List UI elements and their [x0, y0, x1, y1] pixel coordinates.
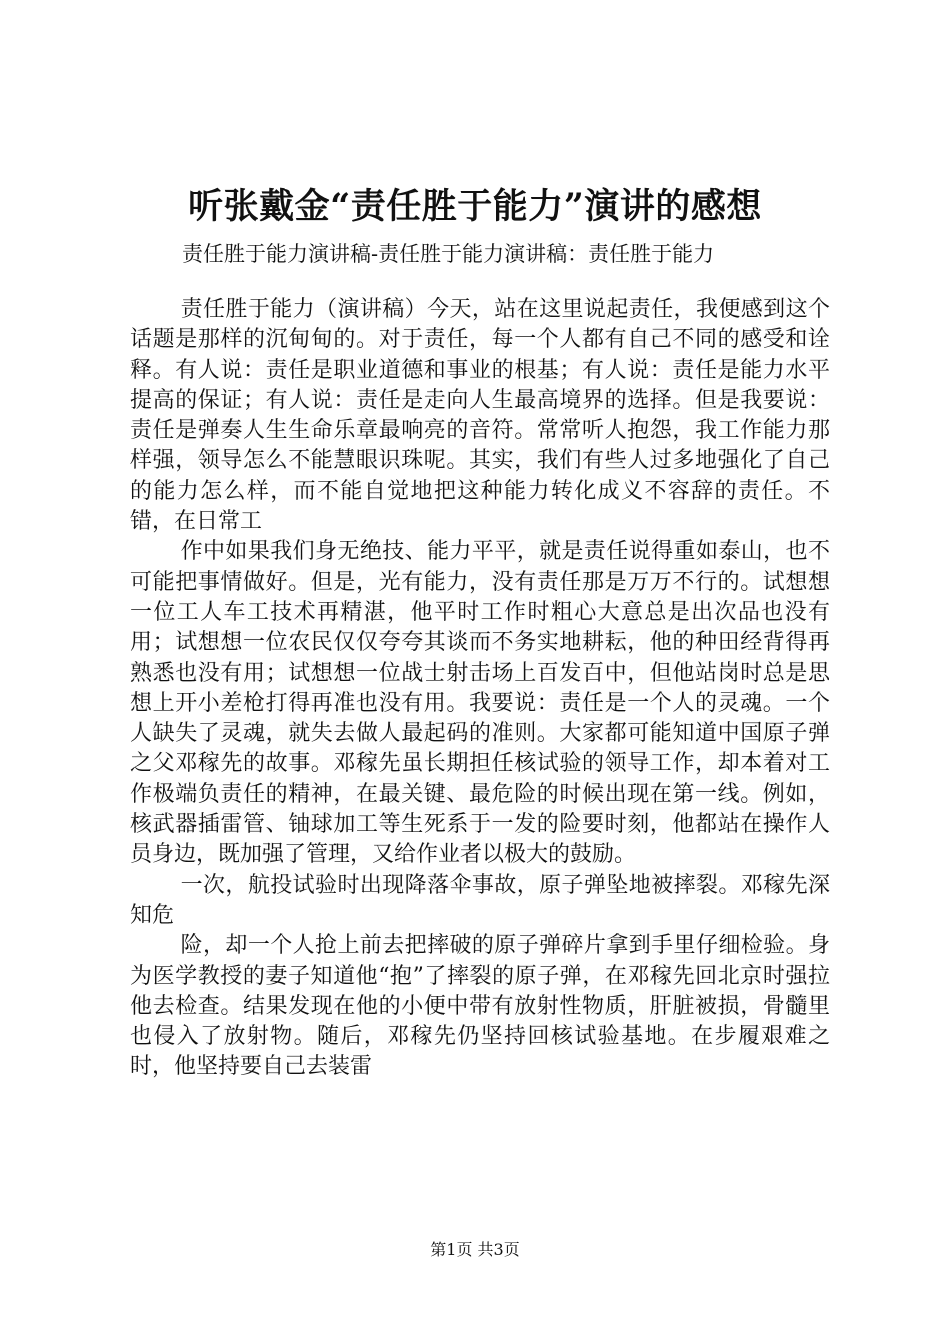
document-title: 听张戴金“责任胜于能力”演讲的感想: [188, 186, 762, 227]
paragraph-4: 险，却一个人抢上前去把摔破的原子弹碎片拿到手里仔细检验。身为医学教授的妻子知道他“抱”了摔裂的原子弹，在邓稼先回北京时强拉他去检查。结果发现在他的小便中带有放射性物质，肝脏被损，骨髓里也侵入了放射物。随后，邓稼先仍坚持回核试验基地。在步履艰难之时，他坚持要自己去装雷: [130, 933, 830, 1080]
document-body: [130, 295, 830, 1083]
paragraph-3: 一次，航投试验时出现降落伞事故，原子弹坠地被摔裂。邓稼先深知危: [130, 872, 830, 928]
paragraph-1: 责任胜于能力（演讲稿）今天，站在这里说起责任，我便感到这个话题是那样的沉甸甸的。对于责任，每一个人都有自己不同的感受和诠释。有人说：责任是职业道德和事业的根基；有人说：责任是能力水平提高的保证；有人说：责任是走向人生最高境界的选择。但是我要说：责任是弹奏人生生命乐章最响亮的音符。常常听人抱怨，我工作能力那样强，领导怎么不能慧眼识珠呢。其实，我们有些人过多地强化了自己的能力怎么样，而不能自觉地把这种能力转化成义不容辞的责任。不错，在日常工: [130, 297, 830, 535]
paragraph-2: 作中如果我们身无绝技、能力平平，就是责任说得重如泰山，也不可能把事情做好。但是，光有能力，没有责任那是万万不行的。试想想一位工人车工技术再精湛，他平时工作时粗心大意总是出次品也没有用；试想想一位农民仅仅夸夸其谈而不务实地耕耘，他的种田经背得再熟悉也没有用；试想想一位战士射击场上百发百中，但他站岗时总是思想上开小差枪打得再准也没有用。我要说：责任是一个人的灵魂。一个人缺失了灵魂，就失去做人最起码的准则。大家都可能知道中国原子弹之父邓稼先的故事。邓稼先虽长期担任核试验的领导工作，却本着对工作极端负责任的精神，在最关键、最危险的时候出现在第一线。例如，核武器插雷管、铀球加工等生死系于一发的险要时刻，他都站在操作人员身边，既加强了管理，又给作业者以极大的鼓励。: [130, 539, 830, 868]
document-subtitle: 责任胜于能力演讲稿-责任胜于能力演讲稿：责任胜于能力: [182, 242, 715, 266]
page-number-footer: 第1页 共3页: [430, 1240, 520, 1259]
